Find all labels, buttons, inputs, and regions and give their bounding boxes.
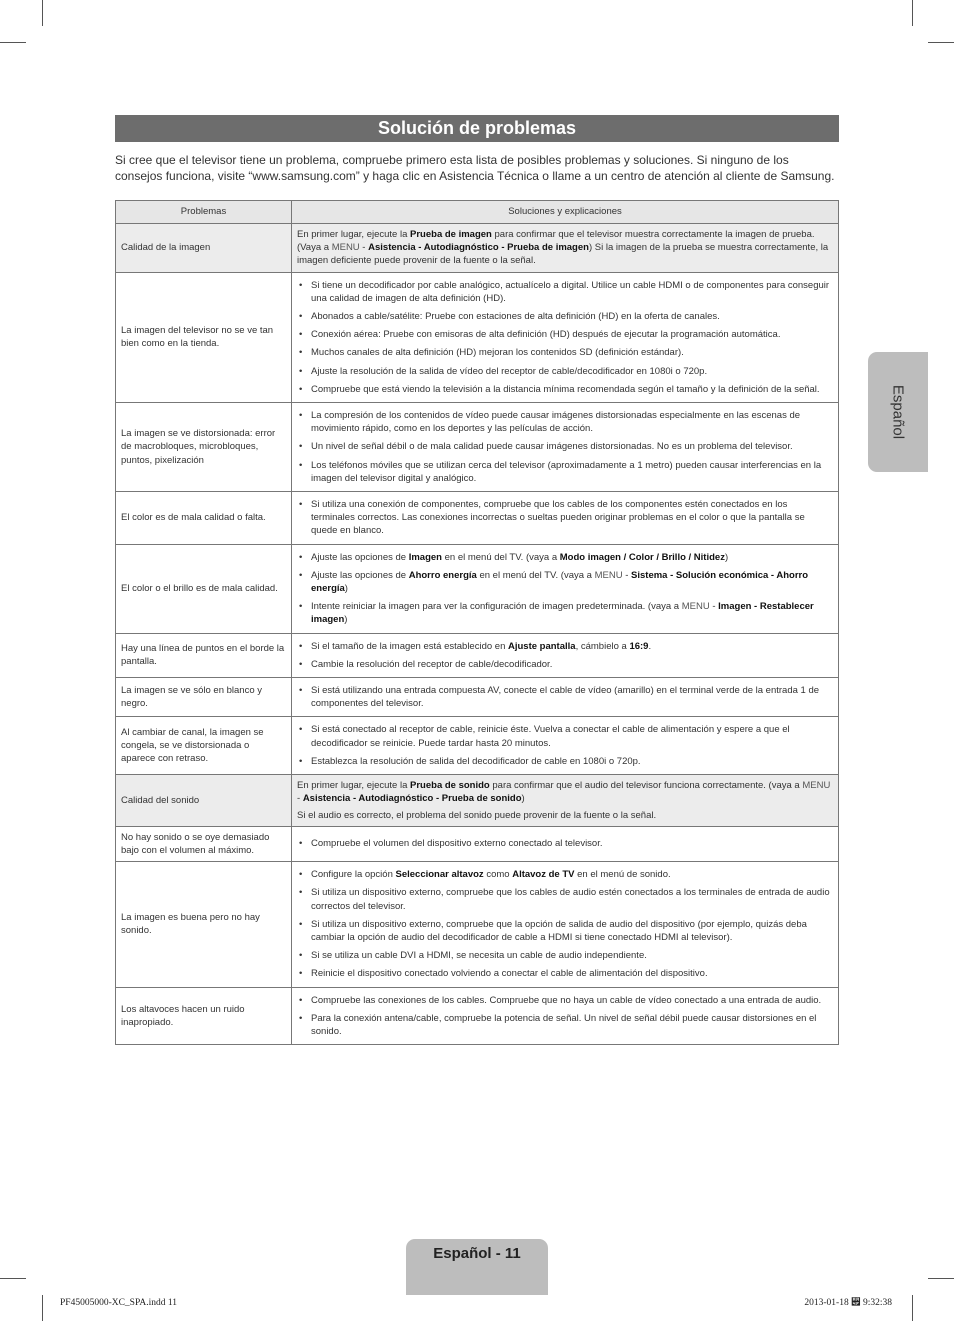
crop-mark (912, 0, 913, 26)
problem-cell: El color es de mala calidad o falta. (116, 492, 292, 545)
problem-cell: Calidad del sonido (116, 775, 292, 827)
solution-list (297, 837, 833, 850)
solution-item: • Un nivel de señal débil o de mala calidad puede causar imágenes distorsionadas. No es un problema del televisor. (297, 440, 833, 453)
solution-item: • Compruebe las conexiones de los cables. Compruebe que no haya un cable de vídeo conectado a una entrada de audio. (297, 994, 833, 1007)
solution-list (297, 723, 833, 768)
solution-list (297, 279, 833, 396)
solution-cell (292, 272, 839, 402)
solution-cell (292, 633, 839, 677)
crop-mark (0, 42, 26, 43)
solution-item: • Configure la opción Seleccionar altavoz como Altavoz de TV en el menú de sonido. (297, 868, 833, 881)
solution-cell (292, 678, 839, 717)
solution-item: • Ajuste las opciones de Imagen en el menú del TV. (vaya a Modo imagen / Color / Brillo / Nitidez) (297, 551, 833, 564)
page-number-tab: Español - 11 (406, 1239, 548, 1295)
table-row (116, 775, 839, 827)
solution-item: • Compruebe que está viendo la televisión a la distancia mínima recomendada según el tamaño y la definición de la señal. (297, 383, 833, 396)
solution-cell (292, 826, 839, 861)
side-tab-label: Español (889, 384, 907, 440)
intro-paragraph: Si cree que el televisor tiene un problema, compruebe primero esta lista de posibles problemas y soluciones. Si ninguno de los consejos funciona, visite “www.samsung.com” y haga clic en Asistencia Técnica o llame a un centro de atención al cliente de Samsung. (115, 153, 835, 183)
problem-cell: Al cambiar de canal, la imagen se congela, se ve distorsionada o aparece con retraso. (116, 717, 292, 775)
table-row (116, 272, 839, 402)
solution-item: • Muchos canales de alta definición (HD) mejoran los contenidos SD (definición estándar). (297, 346, 833, 359)
problem-cell: La imagen se ve sólo en blanco y negro. (116, 678, 292, 717)
solution-cell (292, 403, 839, 492)
solution-item: • Si se utiliza un cable DVI a HDMI, se necesita un cable de audio independiente. (297, 949, 833, 962)
table-row (116, 633, 839, 677)
solution-list (297, 409, 833, 485)
problem-cell: La imagen es buena pero no hay sonido. (116, 862, 292, 987)
solution-item: • Cambie la resolución del receptor de cable/decodificador. (297, 658, 833, 671)
solution-list (297, 551, 833, 627)
troubleshooting-table (115, 200, 839, 1045)
table-row (116, 862, 839, 987)
problem-cell: Calidad de la imagen (116, 224, 292, 273)
problem-cell: No hay sonido o se oye demasiado bajo con el volumen al máximo. (116, 826, 292, 861)
solution-item: • La compresión de los contenidos de vídeo puede causar imágenes distorsionadas especialmente en las escenas de movimiento rápido, como en los deportes y las películas de acción. (297, 409, 833, 435)
crop-mark (912, 1295, 913, 1321)
solution-item: • Si el tamaño de la imagen está establecido en Ajuste pantalla, cámbielo a 16:9. (297, 640, 833, 653)
table-row (116, 224, 839, 273)
page-title: Solución de problemas (115, 115, 839, 142)
problem-cell: La imagen del televisor no se ve tan bien como en la tienda. (116, 272, 292, 402)
problem-cell: Hay una línea de puntos en el borde la pantalla. (116, 633, 292, 677)
solution-list (297, 498, 833, 538)
footer-file-info: PF45005000-XC_SPA.indd 11 (60, 1298, 178, 1308)
solution-list (297, 640, 833, 671)
table-row (116, 403, 839, 492)
solution-item: • Compruebe el volumen del dispositivo externo conectado al televisor. (297, 837, 833, 850)
solution-item: • Si está utilizando una entrada compuesta AV, conecte el cable de vídeo (amarillo) en el terminal verde de la entrada 1 de componentes del televisor. (297, 684, 833, 710)
language-side-tab (868, 352, 928, 472)
problem-cell: El color o el brillo es de mala calidad. (116, 544, 292, 633)
solution-item: • Si utiliza un dispositivo externo, compruebe que la opción de salida de audio del dispositivo (por ejemplo, quizás deba cambiar la opción de audio del decodificador de cable a HDMI si tiene conectado HDMI al televisor). (297, 918, 833, 944)
solution-item: • Si tiene un decodificador por cable analógico, actualícelo a digital. Utilice un cable HDMI o de componentes para conseguir una calidad de imagen de alta definición (HD). (297, 279, 833, 305)
solution-item: • Los teléfonos móviles que se utilizan cerca del televisor (aproximadamente a 1 metro) pueden causar interferencias en la imagen del televisor digital y analógico. (297, 459, 833, 485)
problem-cell: La imagen se ve distorsionada: error de macrobloques, microbloques, puntos, pixelización (116, 403, 292, 492)
solution-cell (292, 862, 839, 987)
crop-mark (42, 0, 43, 26)
problem-cell: Los altavoces hacen un ruido inapropiado. (116, 987, 292, 1045)
solution-item: • Si utiliza una conexión de componentes, compruebe que los cables de los componentes estén conectados en los terminales correctos. Las conexiones incorrectas o sueltas pueden originar problemas en el color o que la pantalla se quede en blanco. (297, 498, 833, 538)
table-row (116, 987, 839, 1045)
solution-cell (292, 544, 839, 633)
solution-item: • Intente reiniciar la imagen para ver la configuración de imagen predeterminada. (vaya a MENU - Imagen - Restablecer imagen) (297, 600, 833, 626)
solution-list (297, 868, 833, 980)
solution-item: • Si utiliza un dispositivo externo, compruebe que los cables de audio estén conectados a los terminales de entrada de audio correctos del televisor. (297, 886, 833, 912)
crop-mark (0, 1278, 26, 1279)
solution-cell (292, 987, 839, 1045)
table-header-row (116, 201, 839, 224)
solution-list (297, 994, 833, 1039)
solution-item: • Ajuste la resolución de la salida de vídeo del receptor de cable/decodificador en 1080i o 720p. (297, 365, 833, 378)
solution-cell (292, 492, 839, 545)
solution-item: • Ajuste las opciones de Ahorro energía en el menú del TV. (vaya a MENU - Sistema - Solución económica - Ahorro energía) (297, 569, 833, 595)
table-row (116, 826, 839, 861)
solution-item: • Si está conectado al receptor de cable, reinicie éste. Vuelva a conectar el cable de alimentación y espere a que el decodificador se reinicie. Puede tardar hasta 20 minutos. (297, 723, 833, 749)
crop-mark (928, 1278, 954, 1279)
solution-cell (292, 717, 839, 775)
table-row (116, 544, 839, 633)
table-row (116, 717, 839, 775)
crop-mark (928, 42, 954, 43)
table-row (116, 492, 839, 545)
solution-item: • Reinicie el dispositivo conectado volviendo a conectar el cable de alimentación del dispositivo. (297, 967, 833, 980)
table-row (116, 678, 839, 717)
header-solutions: Soluciones y explicaciones (292, 201, 839, 224)
solution-item: • Establezca la resolución de salida del decodificador de cable en 1080i o 720p. (297, 755, 833, 768)
solution-item: • Conexión aérea: Pruebe con emisoras de alta definición (HD) después de ejecutar la programación automática. (297, 328, 833, 341)
solution-cell: En primer lugar, ejecute la Prueba de imagen para confirmar que el televisor muestra correctamente la imagen de prueba. (Vaya a MENU - Asistencia - Autodiagnóstico - Prueba de imagen) Si la imagen de la prueba se muestra correctamente, la imagen deficiente puede provenir de la fuente o la señal. (292, 224, 839, 273)
solution-cell: En primer lugar, ejecute la Prueba de sonido para confirmar que el audio del televisor funciona correctamente. (vaya a MENU - Asistencia - Autodiagnóstico - Prueba de sonido) Si el audio es correcto, el problema del sonido puede provenir de la fuente o la señal. (292, 775, 839, 827)
solution-item: • Para la conexión antena/cable, compruebe la potencia de señal. Un nivel de señal débil puede causar distorsiones en el sonido. (297, 1012, 833, 1038)
footer-timestamp: 2013-01-18 ꩏ 9:32:38 (804, 1298, 892, 1308)
header-problems: Problemas (116, 201, 292, 224)
crop-mark (42, 1295, 43, 1321)
solution-item: • Abonados a cable/satélite: Pruebe con estaciones de alta definición (HD) en la oferta de canales. (297, 310, 833, 323)
solution-list (297, 684, 833, 710)
